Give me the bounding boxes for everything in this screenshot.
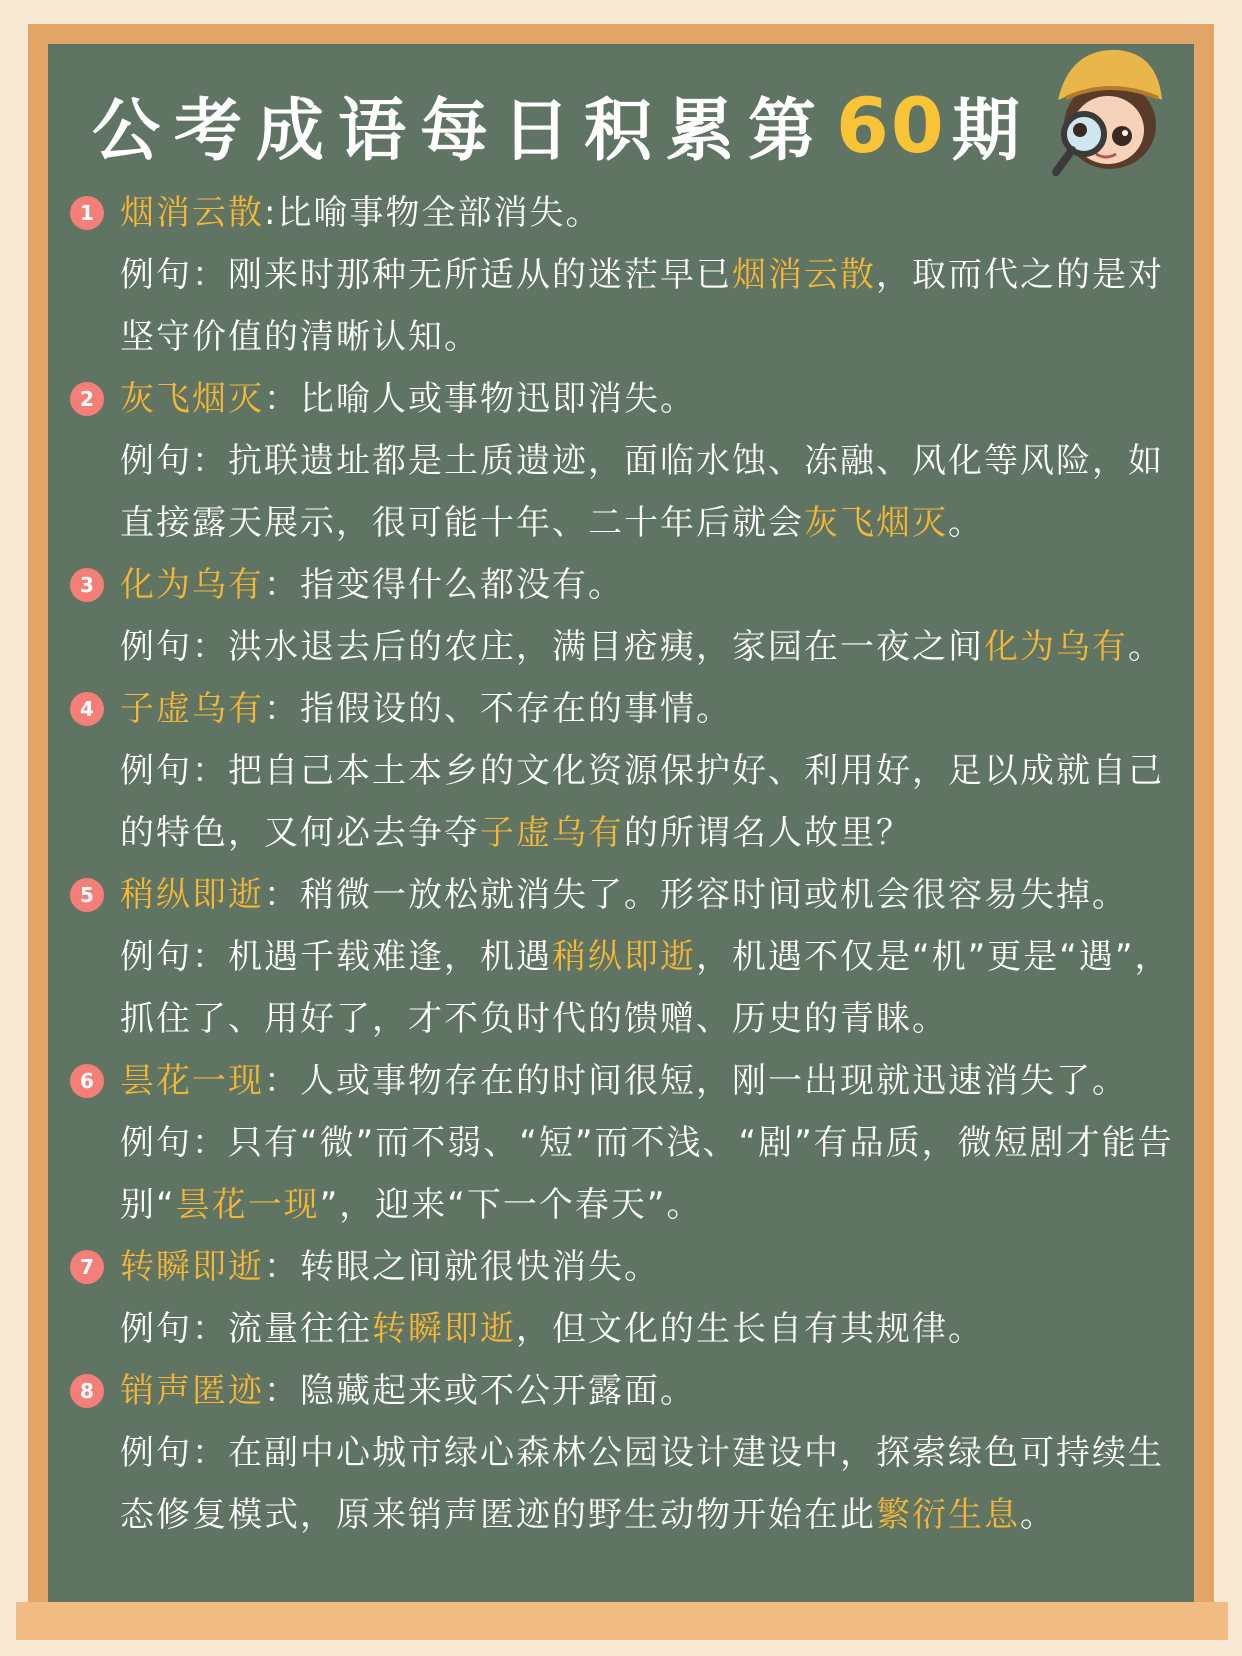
idiom-separator: ： <box>264 565 300 605</box>
idiom-definition <box>70 1236 1195 1298</box>
idiom-word: 转瞬即逝 <box>120 1247 264 1287</box>
idiom-separator: ： <box>264 1371 300 1411</box>
example-highlight: 子虚乌有 <box>480 813 624 853</box>
idiom-entry <box>70 864 1195 1050</box>
example-sentence <box>70 1298 1195 1360</box>
idiom-list <box>70 182 1195 1546</box>
idiom-meaning: 隐藏起来或不公开露面。 <box>300 1371 696 1411</box>
idiom-word: 昙花一现 <box>120 1061 264 1101</box>
example-label: 例句： <box>120 627 228 667</box>
example-highlight: 烟消云散 <box>732 255 876 295</box>
idiom-meaning: 指假设的、不存在的事情。 <box>300 689 732 729</box>
example-label: 例句： <box>120 255 228 295</box>
example-label: 例句： <box>120 937 228 977</box>
board-ledge <box>16 1602 1228 1640</box>
title-text: 公考成语每日积累第 <box>92 91 831 171</box>
example-label: 例句： <box>120 751 228 791</box>
idiom-definition <box>70 1050 1195 1112</box>
idiom-entry <box>70 678 1195 864</box>
idiom-definition <box>70 678 1195 740</box>
idiom-word: 化为乌有 <box>120 565 264 605</box>
title-issue-number: 60 <box>836 80 946 170</box>
idiom-meaning: 指变得什么都没有。 <box>300 565 624 605</box>
example-sentence <box>70 616 1195 678</box>
example-highlight: 转瞬即逝 <box>372 1309 516 1349</box>
example-highlight: 稍纵即逝 <box>552 937 696 977</box>
example-highlight: 灰飞烟灭 <box>804 503 948 543</box>
idiom-separator: ： <box>264 379 300 419</box>
example-text-end: ，但文化的生长自有其规律。 <box>516 1309 984 1349</box>
example-highlight: 繁衍生息 <box>876 1495 1020 1535</box>
idiom-word: 稍纵即逝 <box>120 875 264 915</box>
number-badge: 2 <box>70 382 104 416</box>
idiom-separator: ： <box>264 1247 300 1287</box>
example-text-end: 。 <box>1128 627 1164 667</box>
idiom-entry <box>70 182 1195 368</box>
title-suffix: 期 <box>951 91 1034 171</box>
idiom-separator: ： <box>264 875 300 915</box>
example-text: 只有“微”而不弱、“短”而不浅、“剧”有品质，微短剧才能告别“ <box>120 1123 1174 1225</box>
idiom-entry <box>70 554 1195 678</box>
example-label: 例句： <box>120 1309 228 1349</box>
example-text: 流量往往 <box>228 1309 372 1349</box>
number-badge: 1 <box>70 196 104 230</box>
number-badge: 7 <box>70 1250 104 1284</box>
idiom-word: 销声匿迹 <box>120 1371 264 1411</box>
example-label: 例句： <box>120 441 228 481</box>
idiom-definition <box>70 864 1195 926</box>
idiom-entry <box>70 368 1195 554</box>
idiom-word: 子虚乌有 <box>120 689 264 729</box>
idiom-entry <box>70 1050 1195 1236</box>
number-badge: 6 <box>70 1064 104 1098</box>
idiom-meaning: 比喻事物全部消失。 <box>277 193 602 233</box>
number-badge: 5 <box>70 878 104 912</box>
detective-girl-with-magnifier-icon <box>1040 30 1170 180</box>
idiom-definition <box>70 182 1195 244</box>
number-badge: 8 <box>70 1374 104 1408</box>
example-label: 例句： <box>120 1123 228 1163</box>
idiom-meaning: 稍微一放松就消失了。形容时间或机会很容易失掉。 <box>300 875 1128 915</box>
idiom-separator: ： <box>264 689 300 729</box>
example-text: 抗联遗址都是土质遗迹，面临水蚀、冻融、风化等风险，如直接露天展示，很可能十年、二十年后就会 <box>120 441 1164 543</box>
example-text: 在副中心城市绿心森林公园设计建设中，探索绿色可持续生态修复模式，原来销声匿迹的野生动物开始在此 <box>120 1433 1164 1535</box>
idiom-meaning: 人或事物存在的时间很短，刚一出现就迅速消失了。 <box>300 1061 1128 1101</box>
example-text-end: 。 <box>948 503 984 543</box>
idiom-word: 烟消云散 <box>120 193 264 233</box>
example-text: 刚来时那种无所适从的迷茫早已 <box>228 255 732 295</box>
idiom-separator: ： <box>264 1061 300 1101</box>
idiom-meaning: 转眼之间就很快消失。 <box>300 1247 660 1287</box>
idiom-entry <box>70 1236 1195 1360</box>
example-sentence <box>70 244 1195 368</box>
number-badge: 3 <box>70 568 104 602</box>
idiom-definition <box>70 554 1195 616</box>
example-text-end: 。 <box>1020 1495 1056 1535</box>
idiom-word: 灰飞烟灭 <box>120 379 264 419</box>
example-sentence <box>70 926 1195 1050</box>
example-highlight: 化为乌有 <box>984 627 1128 667</box>
example-text-end: ，机遇不仅是“机”更是“遇”，抓住了、用好了，才不负时代的馈赠、历史的青睐。 <box>120 937 1171 1039</box>
example-text-end: ，取而代之的是对坚守价值的清晰认知。 <box>120 255 1164 357</box>
example-sentence <box>70 1422 1195 1546</box>
example-text-end: 的所谓名人故里？ <box>624 813 912 853</box>
example-sentence <box>70 1112 1195 1236</box>
idiom-definition <box>70 1360 1195 1422</box>
idiom-entry <box>70 1360 1195 1546</box>
example-text: 把自己本土本乡的文化资源保护好、利用好，足以成就自己的特色，又何必去争夺 <box>120 751 1164 853</box>
idiom-meaning: 比喻人或事物迅即消失。 <box>300 379 696 419</box>
idiom-separator: : <box>264 193 278 233</box>
idiom-definition <box>70 368 1195 430</box>
example-sentence <box>70 740 1195 864</box>
example-label: 例句： <box>120 1433 228 1473</box>
example-text: 洪水退去后的农庄，满目疮痍，家园在一夜之间 <box>228 627 984 667</box>
example-highlight: 昙花一现 <box>175 1185 320 1225</box>
page-title <box>92 70 1034 180</box>
example-sentence <box>70 430 1195 554</box>
example-text: 机遇千载难逢，机遇 <box>228 937 552 977</box>
number-badge: 4 <box>70 692 104 726</box>
example-text-end: ”，迎来“下一个春天”。 <box>319 1185 703 1225</box>
